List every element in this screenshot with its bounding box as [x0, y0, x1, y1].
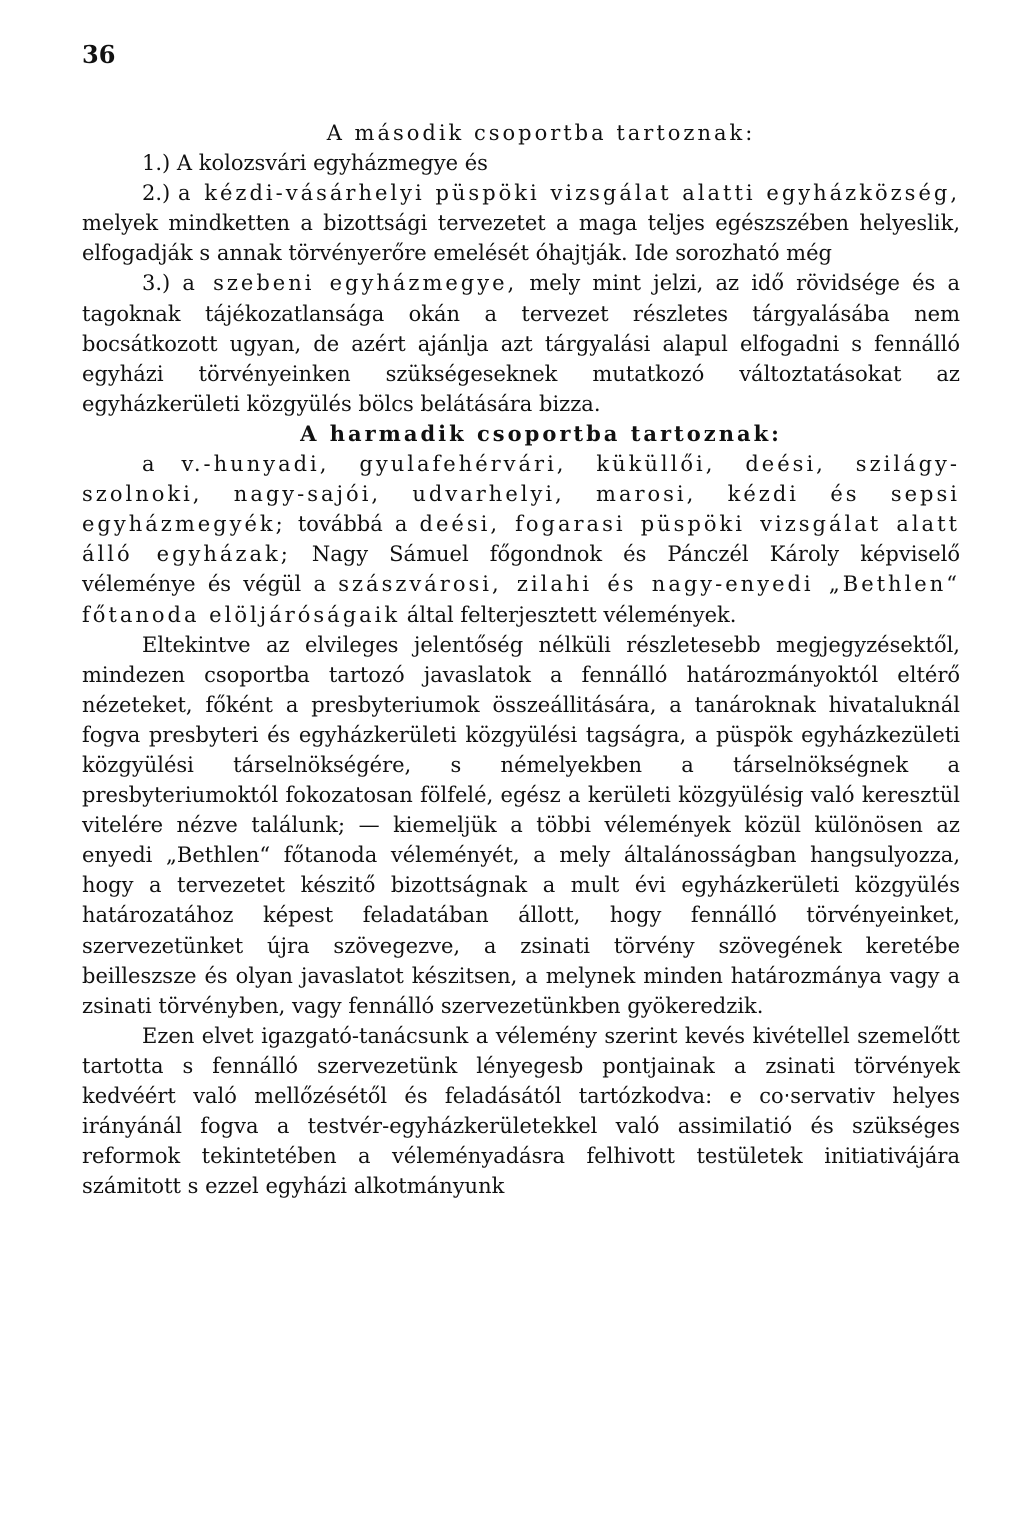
- document-page: [82, 40, 960, 1500]
- third-a: a: [142, 452, 155, 477]
- third-plain: Nagy Sámuel főgondnok és Pánczél Károly képviselő véleménye és végül a: [82, 542, 960, 597]
- item-2-rest: melyek mindketten a bizottsági tervezetet a maga teljes egészszében helyeslik, elfogadják s annak törvényerőre emelését óhajtják. Ide sorozható még: [82, 211, 960, 266]
- item-2-spaced: a kézdi-vásárhelyi püspöki vizsgálat alatti egyházközség,: [178, 181, 960, 206]
- page-number: 36: [82, 40, 116, 69]
- third-group-list: [82, 449, 960, 630]
- list-item: [82, 178, 960, 268]
- item-2-label: 2.): [142, 181, 171, 206]
- third-end: által felterjesztett vélemények.: [406, 602, 737, 627]
- paragraph: Ezen elvet igazgató-tanácsunk a vélemény szerint kevés kivétellel szemelőtt tartotta s fennálló szervezetünk lényegesb pontjainak a zsinati törvények kedvéért való mellőzésétől és feladásától tartózkodva: e co‧servativ helyes irányánál fogva a testvér-egyházkerületekkel való assimilatió és szükséges reformok tekintetében a véleményadásra felhivott testületek initiativájára számitott s ezzel egyházi alkotmányunk: [82, 1023, 960, 1199]
- heading-third-group: A harmadik csoportba tartoznak:: [300, 420, 782, 446]
- list-item: [82, 268, 960, 418]
- paragraph: Eltekintve az elvileges jelentőség nélküli részletesebb megjegyzésektől, mindezen csoportba tartozó javaslatok a fennálló határozmányoktól eltérő nézeteket, főként a presbyteriumok összeállitására, a tanároknak hivataluknál fogva presbyteri és egyházkerületi közgyülési tagságra, a püspök egyházkezületi közgyülési társelnökségére, s némelyekben a társelnökségnek a presbyteriumoktól fokozatosan fölfelé, egész a kerületi közgyülésig való keresztül vitelére nézve találunk; — kiemeljük a többi vélemények közül különösen az enyedi „Bethlen“ főtanoda véleményét, a mely általánosságban hangsulyozza, hogy a tervezetet készitő bizottságnak a mult évi egyházkerületi közgyülés határozatához képest feladatában állott, hogy fennálló törvényeinket, szervezetünket újra szövegezve, a zsinati törvény szövegének keretébe beilleszsze és olyan javaslatot készitsen, a melynek minden határozmánya vagy a zsinati törvényben, vagy fennálló szervezetünkben gyökeredzik.: [82, 632, 960, 1018]
- third-spaced-1: v.-hunyadi, gyulafehérvári, küküllői, deési, szilágy-szolnoki, nagy-sajói, udvarhelyi, marosi, kézdi és sepsi egyházmegyék;: [82, 452, 960, 537]
- body-text: [82, 118, 960, 1201]
- third-spaced-2: deési, fogarasi püspöki vizsgálat alatt álló egyházak;: [82, 512, 960, 567]
- item-1-text: 1.) A kolozsvári egyházmegye és: [142, 151, 488, 176]
- list-item: [82, 148, 960, 178]
- heading-second-group: A második csoportba tartoznak:: [326, 121, 756, 145]
- item-3-spaced: a szebeni egyházmegye,: [182, 271, 518, 296]
- third-further: továbbá a: [297, 512, 408, 537]
- item-3-label: 3.): [142, 271, 171, 296]
- item-3-rest: mely mint jelzi, az idő rövidsége és a tagoknak tájékozatlansága okán a tervezet részletes tárgyalásába nem bocsátkozott ugyan, de azért ajánlja azt tárgyalási alapul elfogadni s fennálló egyházi törvényeinken szükségeseknek mutatkozó változtatásokat az egyházkerületi közgyülés bölcs belátására bizza.: [82, 271, 960, 416]
- third-spaced-3: szászvárosi, zilahi és nagy-enyedi „Bethlen“ főtanoda elöljáróságaik: [82, 572, 960, 627]
